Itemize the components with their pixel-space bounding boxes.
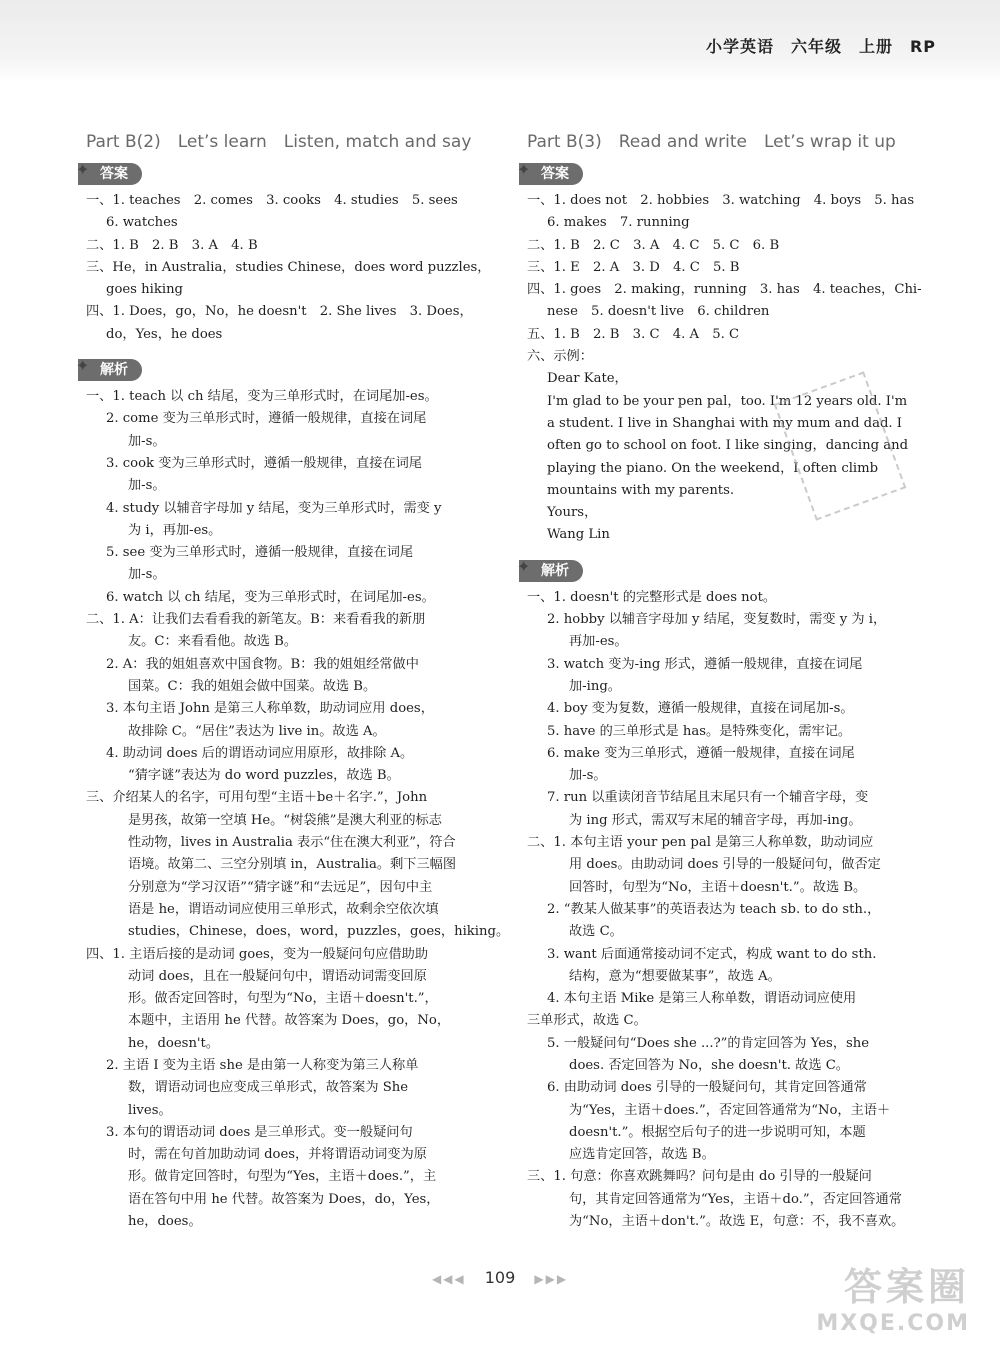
- text-line: 加-s。: [569, 768, 607, 784]
- text-line: 本题中，主语用 he 代替。故答案为 Does，go，No，: [128, 1013, 451, 1029]
- star-icon: ✦: [517, 160, 531, 179]
- right-answer-header: [519, 162, 931, 186]
- text-line: 分别意为“学习汉语”“猜字谜”和“去远足”，因句中主: [128, 879, 433, 895]
- text-line: 时，需在句首加助动词 does，并将谓语动词变为原: [128, 1147, 427, 1163]
- watermark-logo: 答案圈: [843, 1265, 970, 1309]
- right-answers: [527, 190, 931, 368]
- letter-line: mountains with my parents.: [547, 482, 735, 498]
- text-line: 二、1. 本句主语 your pen pal 是第三人称单数，助动词应: [527, 835, 874, 851]
- next-arrows-icon: ▶▶▶: [534, 1272, 569, 1286]
- right-part-title: Part B(3) Read and write Let’s wrap it up: [527, 132, 896, 152]
- star-icon: ✦: [76, 356, 90, 376]
- text-line: 二、1. B 2. C 3. A 4. C 5. C 6. B: [527, 237, 780, 253]
- text-line: 加-ing。: [569, 678, 621, 694]
- text-line: 故选 C。: [569, 924, 623, 940]
- text-line: 2. come 变为三单形式时，遵循一般规律，直接在词尾: [106, 411, 427, 427]
- text-line: 友。C：来看看他。故选 B。: [128, 634, 298, 650]
- text-line: 4. study 以辅音字母加 y 结尾，变为三单形式时，需变 y: [106, 500, 442, 516]
- text-line: 四、1. Does，go，No，he doesn't 2. She lives 3. Does，: [86, 304, 473, 320]
- answer-badge: ✦ 答案: [78, 163, 142, 185]
- text-line: 4. 助动词 does 后的谓语动词应用原形，故排除 A。: [106, 745, 414, 761]
- text-line: 四、1. goes 2. making，running 3. has 4. teaches，Chi-: [527, 282, 922, 298]
- text-line: 用 does。由助动词 does 引导的一般疑问句，做否定: [569, 857, 881, 873]
- right-analysis-header: [517, 556, 931, 583]
- text-line: 一、1. does not 2. hobbies 3. watching 4. boys 5. has: [527, 193, 915, 208]
- text-line: 6. watches: [106, 215, 178, 231]
- letter-line: I'm glad to be your pen pal，too. I'm 12 years old. I'm: [547, 393, 908, 409]
- text-line: 3. want 后面通常接动词不定式，构成 want to do sth.: [547, 946, 877, 962]
- book-title: 小学英语 六年级 上册 RP: [705, 37, 936, 56]
- text-line: do，Yes，he does: [106, 326, 223, 342]
- text-line: 5. have 的三单形式是 has。是特殊变化，需牢记。: [547, 723, 852, 739]
- text-line: 2. hobby 以辅音字母加 y 结尾，变复数时，需变 y 为 i，: [547, 612, 887, 628]
- text-line: 故排除 C。“居住”表达为 live in。故选 A。: [128, 723, 386, 739]
- watermark-url: MXQE.COM: [816, 1311, 970, 1336]
- text-line: 6. 由助动词 does 引导的一般疑问句，其肯定回答通常: [547, 1080, 867, 1096]
- text-line: 三、介绍某人的名字，可用句型“主语＋be＋名字.”，John: [86, 790, 428, 806]
- text-line: 三单形式，故选 C。: [527, 1013, 647, 1029]
- text-line: 六、示例：: [527, 349, 593, 365]
- text-line: nese 5. doesn't live 6. children: [547, 304, 770, 320]
- text-line: 3. watch 变为-ing 形式，遵循一般规律，直接在词尾: [547, 656, 863, 672]
- left-analysis-header: [78, 358, 496, 382]
- letter-line: often go to school on foot. I like singing，dancing and: [547, 438, 909, 454]
- text-line: 6. make 变为三单形式，遵循一般规律，直接在词尾: [547, 745, 855, 761]
- text-line: 形。做肯定回答时，句型为“Yes，主语＋does.”，主: [128, 1169, 437, 1185]
- text-line: lives。: [128, 1102, 172, 1118]
- text-line: 加-s。: [128, 433, 166, 449]
- text-line: 为“Yes，主语＋does.”，否定回答通常为“No，主语＋: [569, 1102, 891, 1118]
- text-line: 语境。故第二、三空分别填 in，Australia。剩下三幅图: [128, 857, 457, 873]
- text-line: 4. 本句主语 Mike 是第三人称单数，谓语动词应使用: [547, 991, 857, 1007]
- text-line: 2. “教某人做某事”的英语表达为 teach sb. to do sth.，: [547, 901, 881, 917]
- text-line: 二、1. A：让我们去看看我的新笔友。B：来看看我的新朋: [86, 612, 426, 628]
- letter-line: Yours，: [547, 505, 598, 521]
- text-line: 数，谓语动词也应变成三单形式，故答案为 She: [128, 1080, 409, 1096]
- left-answers: [86, 190, 496, 346]
- text-line: 一、1. teach 以 ch 结尾，变为三单形式时，在词尾加-es。: [86, 389, 438, 405]
- text-line: 语在答句中用 he 代替。故答案为 Does，do，Yes，: [128, 1191, 440, 1207]
- text-line: “猜字谜”表达为 do word puzzles，故选 B。: [128, 768, 400, 784]
- text-line: 三、He，in Australia，studies Chinese，does word puzzles，: [86, 259, 491, 275]
- letter-line: Wang Lin: [547, 527, 610, 543]
- left-answer-header: [78, 162, 496, 186]
- text-line: 回答时，句型为“No，主语＋doesn't.”。故选 B。: [569, 879, 867, 895]
- left-part-title: Part B(2) Let’s learn Listen, match and say: [86, 132, 472, 152]
- letter-line: a student. I live in Shanghai with my mum and dad. I: [547, 415, 902, 431]
- text-line: he，does。: [128, 1214, 202, 1230]
- text-line: 语是 he，谓语动词应使用三单形式，故剩余空依次填: [128, 901, 439, 917]
- text-line: he，doesn't。: [128, 1035, 220, 1051]
- text-line: does. 否定回答为 No，she doesn't. 故选 C。: [569, 1057, 849, 1073]
- text-line: 加-s。: [128, 478, 166, 494]
- text-line: 形。做否定回答时，句型为“No，主语＋doesn't.”，: [128, 991, 438, 1007]
- text-line: 再加-es。: [569, 634, 628, 650]
- text-line: 二、1. B 2. B 3. A 4. B: [86, 237, 258, 253]
- text-line: 6. makes 7. running: [547, 215, 690, 231]
- right-analysis: [527, 587, 931, 1234]
- text-line: 四、1. 主语后接的是动词 goes，变为一般疑问句应借助助: [86, 946, 429, 962]
- answer-badge: ✦ 答案: [519, 163, 583, 185]
- letter-line: playing the piano. On the weekend，I often climb: [547, 460, 879, 476]
- text-line: 4. boy 变为复数，遵循一般规律，直接在词尾加-s。: [547, 701, 854, 717]
- left-analysis: [86, 386, 510, 1233]
- text-line: 三、1. E 2. A 3. D 4. C 5. B: [527, 259, 740, 275]
- text-line: 3. 本句主语 John 是第三人称单数，助动词应用 does，: [106, 701, 434, 717]
- right-column: [517, 128, 931, 1233]
- text-line: 为“No，主语＋don't.”。故选 E，句意：不，我不喜欢。: [569, 1214, 905, 1230]
- text-line: 句，其肯定回答通常为“Yes，主语＋do.”，否定回答通常: [569, 1191, 902, 1207]
- text-line: 2. 主语 I 变为主语 she 是由第一人称变为第三人称单: [106, 1057, 419, 1073]
- text-line: 6. watch 以 ch 结尾，变为三单形式时，在词尾加-es。: [106, 589, 435, 605]
- text-line: 5. see 变为三单形式时，遵循一般规律，直接在词尾: [106, 545, 414, 561]
- text-line: 应选肯定回答，故选 B。: [569, 1147, 715, 1163]
- text-line: studies，Chinese，does，word，puzzles，goes，hiking。: [128, 924, 510, 940]
- text-line: 为 i，再加-es。: [128, 522, 222, 538]
- star-icon: ✦: [517, 556, 531, 576]
- text-line: 3. cook 变为三单形式时，遵循一般规律，直接在词尾: [106, 455, 422, 471]
- text-line: 结构，意为“想要做某事”，故选 A。: [569, 968, 781, 984]
- text-line: 3. 本句的谓语动词 does 是三单形式。变一般疑问句: [106, 1124, 413, 1140]
- text-line: 2. A：我的姐姐喜欢中国食物。B：我的姐姐经常做中: [106, 656, 419, 672]
- text-line: 三、1. 句意：你喜欢跳舞吗？问句是由 do 引导的一般疑问: [527, 1169, 872, 1185]
- star-icon: ✦: [76, 160, 90, 179]
- text-line: 加-s。: [128, 567, 166, 583]
- text-line: 性动物，lives in Australia 表示“住在澳大利亚”，符合: [128, 835, 456, 851]
- text-line: 一、1. teaches 2. comes 3. cooks 4. studies 5. sees: [86, 193, 458, 208]
- page-number: 109: [484, 1268, 516, 1287]
- site-watermark: [816, 1256, 970, 1336]
- analysis-badge: ✦ 解析: [519, 560, 583, 582]
- text-line: 5. 一般疑问句“Does she ...?”的肯定回答为 Yes，she: [547, 1035, 870, 1051]
- text-line: 为 ing 形式，需双写末尾的辅音字母，再加-ing。: [569, 812, 862, 828]
- text-line: 一、1. doesn't 的完整形式是 does not。: [527, 589, 777, 605]
- text-line: 是男孩，故第一空填 He。“树袋熊”是澳大利亚的标志: [128, 812, 442, 828]
- text-line: goes hiking: [106, 282, 184, 298]
- text-line: 7. run 以重读闭音节结尾且末尾只有一个辅音字母，变: [547, 790, 869, 806]
- text-line: 国菜。C：我的姐姐会做中国菜。故选 B。: [128, 678, 377, 694]
- prev-arrows-icon: ◀◀◀: [431, 1272, 466, 1286]
- letter-line: Dear Kate，: [547, 371, 628, 387]
- left-column: [76, 128, 510, 1233]
- text-line: 五、1. B 2. B 3. C 4. A 5. C: [527, 326, 740, 342]
- analysis-badge: ✦ 解析: [78, 359, 142, 381]
- text-line: doesn't.”。根据空后句子的进一步说明可知，本题: [569, 1124, 866, 1140]
- text-line: 动词 does，且在一般疑问句中，谓语动词需变回原: [128, 968, 427, 984]
